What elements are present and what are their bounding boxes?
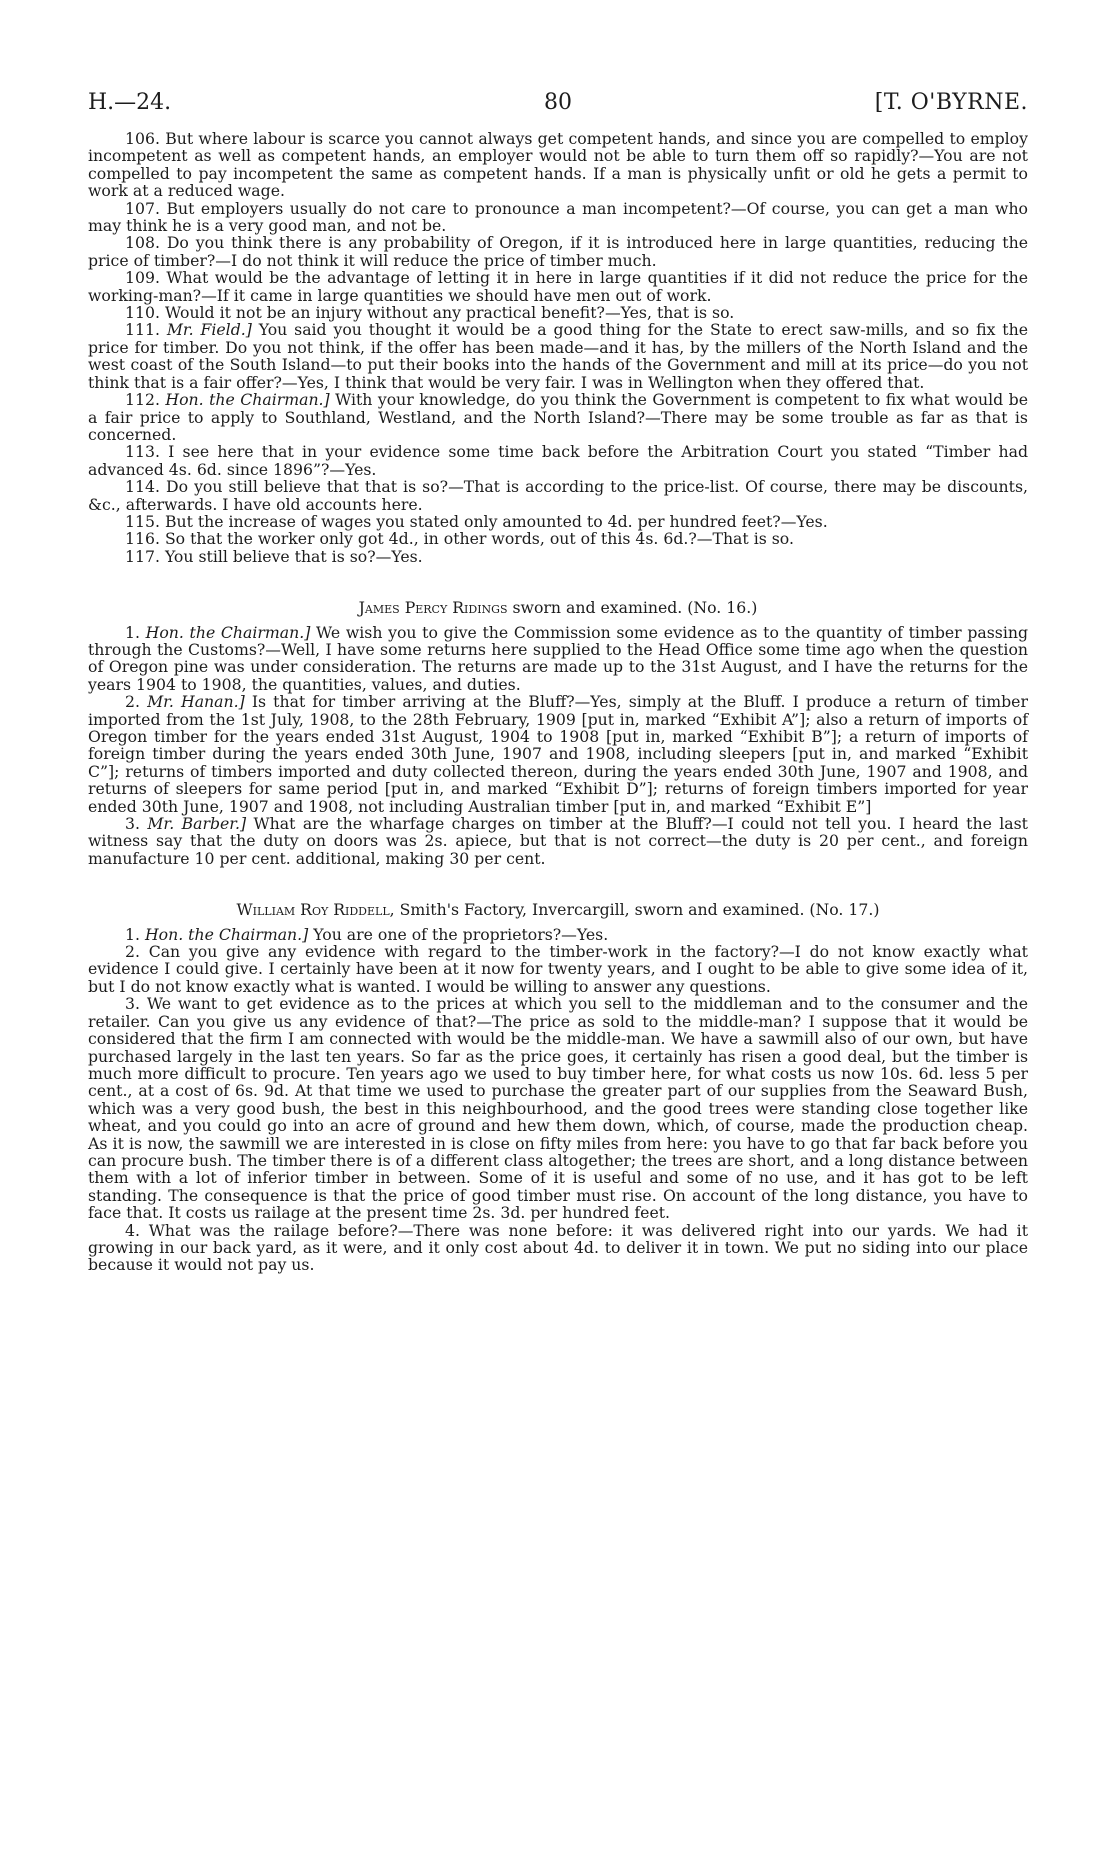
series-code: H.—24. <box>88 90 172 115</box>
speaker-label: Mr. Hanan.] <box>147 692 245 712</box>
question-paragraph: 117. You still believe that is so?—Yes. <box>125 546 423 566</box>
witness-running-head: [T. O'BYRNE. <box>874 90 1028 115</box>
speaker-label: Hon. the Chairman.] <box>145 622 311 642</box>
question-paragraph: 113. I see here that in your evidence some time back before the Arbitration Court you stated “Timber had advanced 4s. 6d. since 1896”?—Yes. <box>88 442 1028 479</box>
question-paragraph: 1. Hon. the Chairman.] We wish you to give the Commission some evidence as to the quantity of timber passing through the Customs?—Well, I have some returns here supplied to the Head Office some time ago when the question of Oregon pine was under consideration. The returns are made up to the 31st August, and I have the returns for the years 1904 to 1908, the quantities, values, and duties. <box>88 622 1028 694</box>
question-paragraph: 107. But employers usually do not care to pronounce a man incompetent?—Of course, you can get a man who may think he is a very good man, and not be. <box>88 198 1028 236</box>
question-paragraph: 114. Do you still believe that that is so?—That is according to the price-list. Of course, there may be discounts, &c., afterwards. I have old accounts here. <box>88 477 1028 514</box>
question-paragraph: 3. We want to get evidence as to the prices at which you sell to the middleman and to the consumer and the retailer. Can you give us any evidence of that?—The price as sold to the middle-man? I suppose that it would be considered that the firm I am connected with would be the middle-man. We have a sawmill also of our own, but have purchased largely in the last ten years. So far as the price goes, it certainly has risen a good deal, but the timber is much more difficult to procure. Ten years ago we used to buy timber here, for what costs us now 10s. 6d. less 5 per cent., at a cost of 6s. 9d. At that time we used to purchase the greater part of our supplies from the Seaward Bush, which was a very good bush, the best in this neighbourhood, and the good trees were standing close together like wheat, and you could go into an acre of ground and hew them down, which, of course, made the production cheap. As it is now, the sawmill we are interested in is close on fifty miles from here: you have to go that far back before you can procure bush. The timber there is of a different class altogether; the trees are short, and a long distance between them with a lot of inferior timber in between. Some of it is useful and some of no use, and it has got to be left standing. The consequence is that the price of good timber must rise. On account of the long distance, you have to face that. It costs us railage at the present time 2s. 3d. per hundred feet. <box>88 994 1029 1223</box>
witness-name: James Percy Ridings <box>358 598 508 618</box>
page-number: 80 <box>544 90 572 115</box>
witness-name: William Roy Riddell, <box>236 900 395 920</box>
question-paragraph: 108. Do you think there is any probability of Oregon, if it is introduced here in large quantities, reducing the price of timber?—I do not think it will reduce the price of timber much. <box>88 233 1028 270</box>
question-paragraph: 110. Would it not be an injury without any practical benefit?—Yes, that is so. <box>125 303 735 323</box>
question-paragraph: 2. Mr. Hanan.] Is that for timber arriving at the Bluff?—Yes, simply at the Bluff. I produce a return of timber imported from the 1st July, 1908, to the 28th February, 1909 [put in, marked “Exhibit A”]; also a return of imports of Oregon timber for the years ended 31st August, 1904 to 1908 [put in, marked “Exhibit B”]; a return of imports of foreign timber during the years ended 30th June, 1907 and 1908, including sleepers [put in, and marked “Exhibit C”]; returns of timbers imported and duty collected thereon, during the years ended 30th June, 1907 and 1908, and returns of sleepers for same period [put in, and marked “Exhibit D”]; returns of foreign timbers imported for year ended 30th June, 1907 and 1908, not including Australian timber [put in, and marked “Exhibit E”] <box>88 692 1028 816</box>
question-paragraph: 2. Can you give any evidence with regard to the timber-work in the factory?—I do not know exactly what evidence I could give. I certainly have been at it now for twenty years, and I ought to be able to give some idea of it, but I do not know exactly what is wanted. I would be willing to answer any questions. <box>88 942 1028 996</box>
question-paragraph: 115. But the increase of wages you stated only amounted to 4d. per hundred feet?—Yes. <box>125 511 828 531</box>
document-page <box>88 90 1028 1274</box>
question-paragraph: 3. Mr. Barber.] What are the wharfage charges on timber at the Bluff?—I could not tell you. I heard the last witness say that the duty on doors was 2s. apiece, but that is not correct—the duty is 20 per cent., and foreign manufacture 10 per cent. additional, making 30 per cent. <box>88 814 1028 868</box>
speaker-label: Hon. the Chairman.] <box>165 390 330 410</box>
question-paragraph: 106. But where labour is scarce you cannot always get competent hands, and since you are compelled to employ incompetent as well as competent hands, an employer would not be able to turn them off so rapidly?—You are not compelled to pay incompetent the same as competent hands. If a man is physically unfit or old he gets a permit to work at a reduced wage. <box>88 129 1028 201</box>
speaker-label: Mr. Field.] <box>166 320 252 340</box>
speaker-label: Hon. the Chairman.] <box>144 924 309 944</box>
witness-heading-ridings: James Percy Ridings sworn and examined. (No. 16.) <box>358 598 758 618</box>
section-ridings-evidence <box>88 624 1028 868</box>
question-paragraph: 4. What was the railage before?—There was none before: it was delivered right into our yards. We had it growing in our back yard, as it were, and it only cost about 4d. to deliver it in town. We put no siding into our place because it would not pay us. <box>88 1220 1028 1275</box>
question-paragraph: 116. So that the worker only got 4d., in other words, out of this 4s. 6d.?—That is so. <box>125 529 794 549</box>
witness-heading-riddell: William Roy Riddell, Smith's Factory, Invercargill, sworn and examined. (No. 17.) <box>236 900 880 920</box>
question-paragraph: 1. Hon. the Chairman.] You are one of the proprietors?—Yes. <box>125 924 609 944</box>
question-paragraph: 112. Hon. the Chairman.] With your knowledge, do you think the Government is competent to fix what would be a fair price to apply to Southland, Westland, and the North Island?—There may be some trouble as far as that is concerned. <box>88 390 1028 444</box>
speaker-label: Mr. Barber.] <box>147 814 247 834</box>
section-riddell-evidence <box>88 926 1028 1274</box>
question-paragraph: 109. What would be the advantage of letting it in here in large quantities if it did not reduce the price for the working-man?—If it came in large quantities we should have men out of work. <box>88 268 1028 305</box>
section-obyrne-evidence <box>88 130 1028 565</box>
page-header <box>88 90 1028 124</box>
question-paragraph: 111. Mr. Field.] You said you thought it would be a good thing for the State to erect saw-mills, and so fix the price for timber. Do you not think, if the offer has been made—and it has, by the millers of the North Island and the west coast of the South Island—to put their books into the hands of the Government and mill at its price—do you not think that is a fair offer?—Yes, I think that would be very fair. I was in Wellington when they offered that. <box>88 320 1028 392</box>
